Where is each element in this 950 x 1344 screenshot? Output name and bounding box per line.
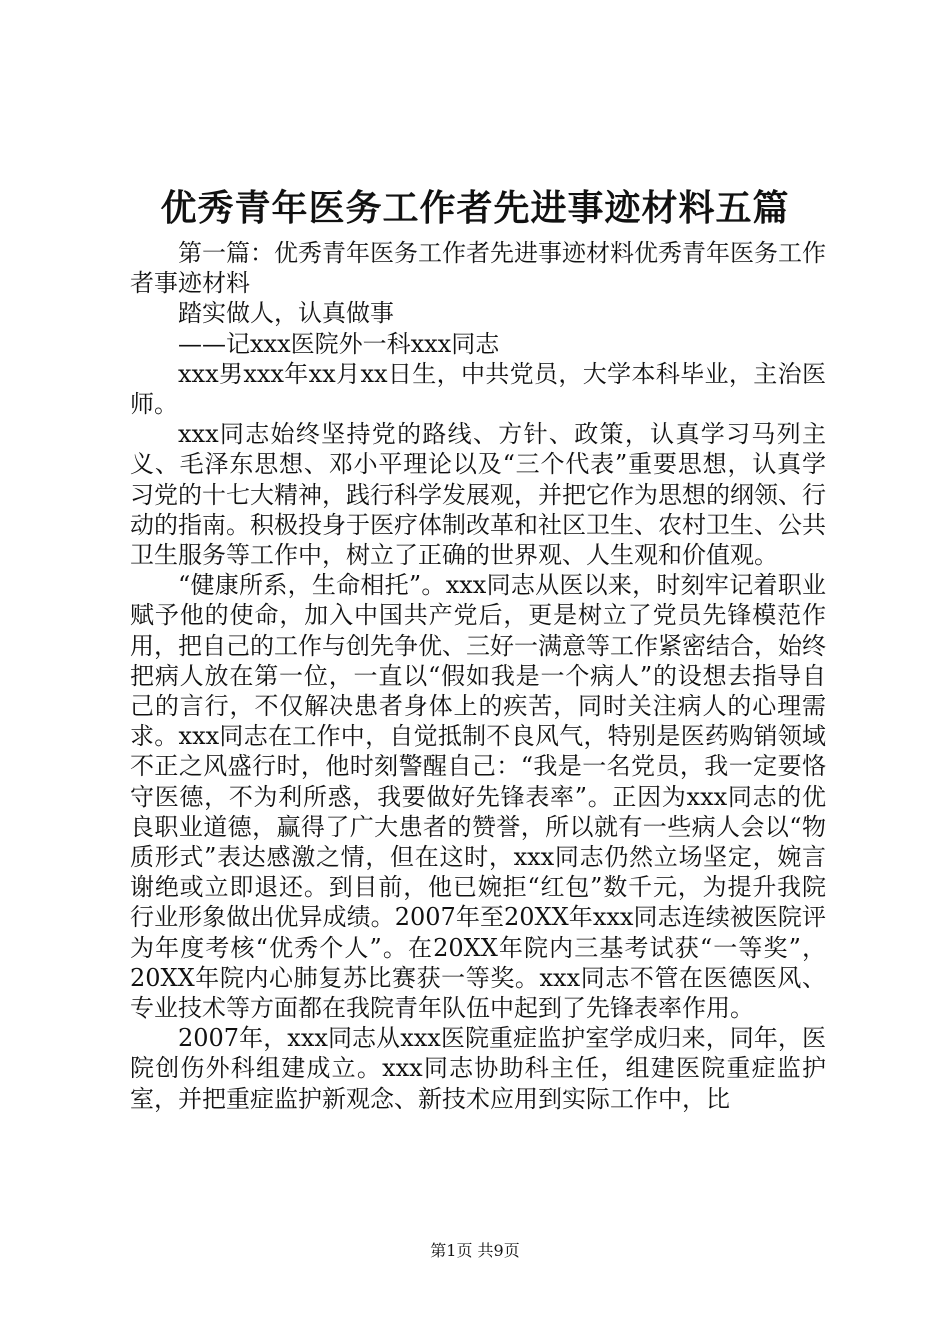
paragraph-profile: xxx男xxx年xx月xx日生，中共党员，大学本科毕业，主治医师。	[130, 359, 826, 419]
paragraph-political: xxx同志始终坚持党的路线、方针、政策，认真学习马列主义、毛泽东思想、邓小平理论以及“三个代表”重要思想，认真学习党的十七大精神，践行科学发展观，并把它作为思想的纲领、行动的指南。积极投身于医疗体制改革和社区卫生、农村卫生、公共卫生服务等工作中，树立了正确的世界观、人生观和价值观。	[130, 420, 826, 570]
paragraph-ethics: “健康所系，生命相托”。xxx同志从医以来，时刻牢记着职业赋予他的使命，加入中国共产党后，更是树立了党员先锋模范作用，把自己的工作与创先争优、三好一满意等工作紧密结合，始终把病人放在第一位，一直以“假如我是一个病人”的设想去指导自己的言行，不仅解决患者身体上的疾苦，同时关注病人的心理需求。xxx同志在工作中，自觉抵制不良风气，特别是医药购销领域不正之风盛行时，他时刻警醒自己：“我是一名党员，我一定要恪守医德，不为利所惑，我要做好先锋表率”。正因为xxx同志的优良职业道德，赢得了广大患者的赞誉，所以就有一些病人会以“物质形式”表达感激之情，但在这时，xxx同志仍然立场坚定，婉言谢绝或立即退还。到目前，他已婉拒“红包”数千元，为提升我院行业形象做出优异成绩。2007年至20XX年xxx同志连续被医院评为年度考核“优秀个人”。在20XX年院内三基考试获“一等奖”，20XX年院内心肺复苏比赛获一等奖。xxx同志不管在医德医风、专业技术等方面都在我院青年队伍中起到了先锋表率作用。	[130, 571, 826, 1023]
paragraph-subtitle: 踏实做人，认真做事	[178, 299, 394, 328]
paragraph-byline: ——记xxx医院外一科xxx同志	[178, 329, 500, 358]
document-title: 优秀青年医务工作者先进事迹材料五篇	[160, 187, 790, 229]
document-body	[130, 238, 826, 1114]
page-footer: 第1页 共9页	[430, 1241, 520, 1260]
paragraph-icu: 2007年，xxx同志从xxx医院重症监护室学成归来，同年，医院创伤外科组建成立。xxx同志协助科主任，组建医院重症监护室，并把重症监护新观念、新技术应用到实际工作中，比	[130, 1024, 826, 1113]
paragraph-chapter-heading: 第一篇：优秀青年医务工作者先进事迹材料优秀青年医务工作者事迹材料	[130, 239, 826, 298]
